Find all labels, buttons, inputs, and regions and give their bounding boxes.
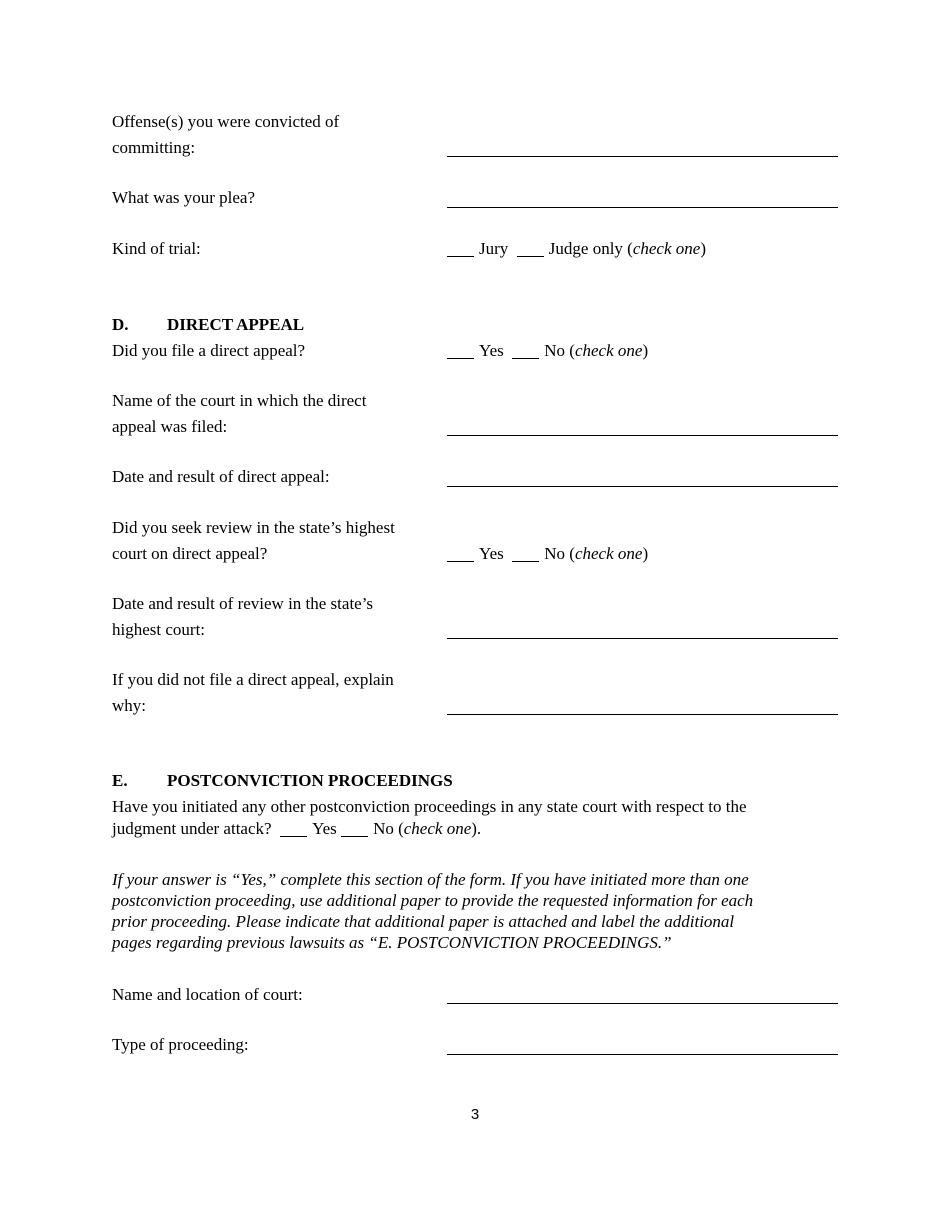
check-one-note: check one bbox=[632, 239, 701, 258]
section-e-heading bbox=[112, 768, 453, 794]
review-result-answer-line[interactable] bbox=[447, 638, 838, 639]
jury-checkbox-blank[interactable] bbox=[447, 256, 474, 257]
direct-appeal-choice: Yes No (check one) bbox=[447, 338, 648, 364]
appeal-court-label-line2: appeal was filed: bbox=[112, 417, 228, 436]
direct-appeal-no-blank[interactable] bbox=[512, 358, 539, 359]
section-d-letter: D. bbox=[112, 315, 129, 334]
section-e-letter: E. bbox=[112, 771, 128, 790]
highest-court-review-choice: Yes No (check one) bbox=[447, 541, 648, 567]
offenses-label-line2: committing: bbox=[112, 138, 196, 157]
plea-label: What was your plea? bbox=[112, 188, 256, 207]
yes-option: Yes bbox=[479, 341, 504, 360]
section-e-title: POSTCONVICTION PROCEEDINGS bbox=[167, 771, 453, 790]
judge-only-checkbox-blank[interactable] bbox=[517, 256, 544, 257]
check-one-note: check one bbox=[403, 819, 472, 838]
appeal-court-answer-line[interactable] bbox=[447, 435, 838, 436]
postconviction-instructions bbox=[112, 869, 832, 953]
postconviction-question-line1: Have you initiated any other postconviction proceedings in any state court with respect to the bbox=[112, 797, 747, 816]
jury-option: Jury bbox=[479, 239, 509, 258]
proceeding-type-label: Type of proceeding: bbox=[112, 1035, 249, 1054]
postconviction-yes-blank[interactable] bbox=[280, 836, 307, 837]
no-appeal-explain-answer-line[interactable] bbox=[447, 714, 838, 715]
court-location-answer-line[interactable] bbox=[447, 1003, 838, 1004]
appeal-court-label bbox=[112, 388, 366, 440]
no-option: No bbox=[373, 819, 394, 838]
yes-option: Yes bbox=[479, 544, 504, 563]
court-location-label: Name and location of court: bbox=[112, 985, 303, 1004]
review-result-label-line2: highest court: bbox=[112, 620, 206, 639]
appeal-date-result-answer-line[interactable] bbox=[447, 486, 838, 487]
no-option: No bbox=[544, 544, 566, 563]
instructions-line2: postconviction proceeding, use additional paper to provide the requested information for each bbox=[112, 891, 754, 910]
section-d-heading bbox=[112, 312, 304, 338]
review-yes-blank[interactable] bbox=[447, 561, 474, 562]
judge-only-option: Judge only bbox=[548, 239, 623, 258]
postconviction-question-prefix: judgment under attack? bbox=[112, 819, 272, 838]
review-result-label-line1: Date and result of review in the state’s bbox=[112, 594, 374, 613]
offenses-label-line1: Offense(s) you were convicted of bbox=[112, 112, 340, 131]
proceeding-type-answer-line[interactable] bbox=[447, 1054, 838, 1055]
review-no-blank[interactable] bbox=[512, 561, 539, 562]
instructions-line1: If your answer is “Yes,” complete this section of the form. If you have initiated more than one bbox=[112, 870, 749, 889]
offenses-label bbox=[112, 109, 339, 161]
offenses-answer-line[interactable] bbox=[447, 156, 838, 157]
highest-court-review-label-line1: Did you seek review in the state’s highest bbox=[112, 518, 395, 537]
no-appeal-explain-label-line1: If you did not file a direct appeal, explain bbox=[112, 670, 394, 689]
postconviction-question-line2: judgment under attack? Yes No (check one). bbox=[112, 819, 482, 838]
appeal-date-result-label: Date and result of direct appeal: bbox=[112, 467, 330, 486]
appeal-court-label-line1: Name of the court in which the direct bbox=[112, 391, 367, 410]
no-appeal-explain-label-line2: why: bbox=[112, 696, 146, 715]
highest-court-review-label-line2: court on direct appeal? bbox=[112, 544, 268, 563]
postconviction-no-blank[interactable] bbox=[341, 836, 368, 837]
direct-appeal-label: Did you file a direct appeal? bbox=[112, 341, 306, 360]
direct-appeal-yes-blank[interactable] bbox=[447, 358, 474, 359]
check-one-note: check one bbox=[574, 341, 643, 360]
section-d-title: DIRECT APPEAL bbox=[167, 315, 305, 334]
trial-label: Kind of trial: bbox=[112, 239, 201, 258]
review-result-label bbox=[112, 591, 373, 643]
no-option: No bbox=[544, 341, 566, 360]
page-number: 3 bbox=[470, 1106, 480, 1123]
instructions-line3: prior proceeding. Please indicate that additional paper is attached and label the additional bbox=[112, 912, 735, 931]
no-appeal-explain-label bbox=[112, 667, 394, 719]
plea-answer-line[interactable] bbox=[447, 207, 838, 208]
highest-court-review-label bbox=[112, 515, 395, 567]
postconviction-question bbox=[112, 796, 832, 840]
check-one-note: check one bbox=[574, 544, 643, 563]
instructions-line4: pages regarding previous lawsuits as “E. POSTCONVICTION PROCEEDINGS.” bbox=[112, 933, 672, 952]
yes-option: Yes bbox=[312, 819, 337, 838]
trial-choice: Jury Judge only (check one) bbox=[447, 236, 706, 262]
